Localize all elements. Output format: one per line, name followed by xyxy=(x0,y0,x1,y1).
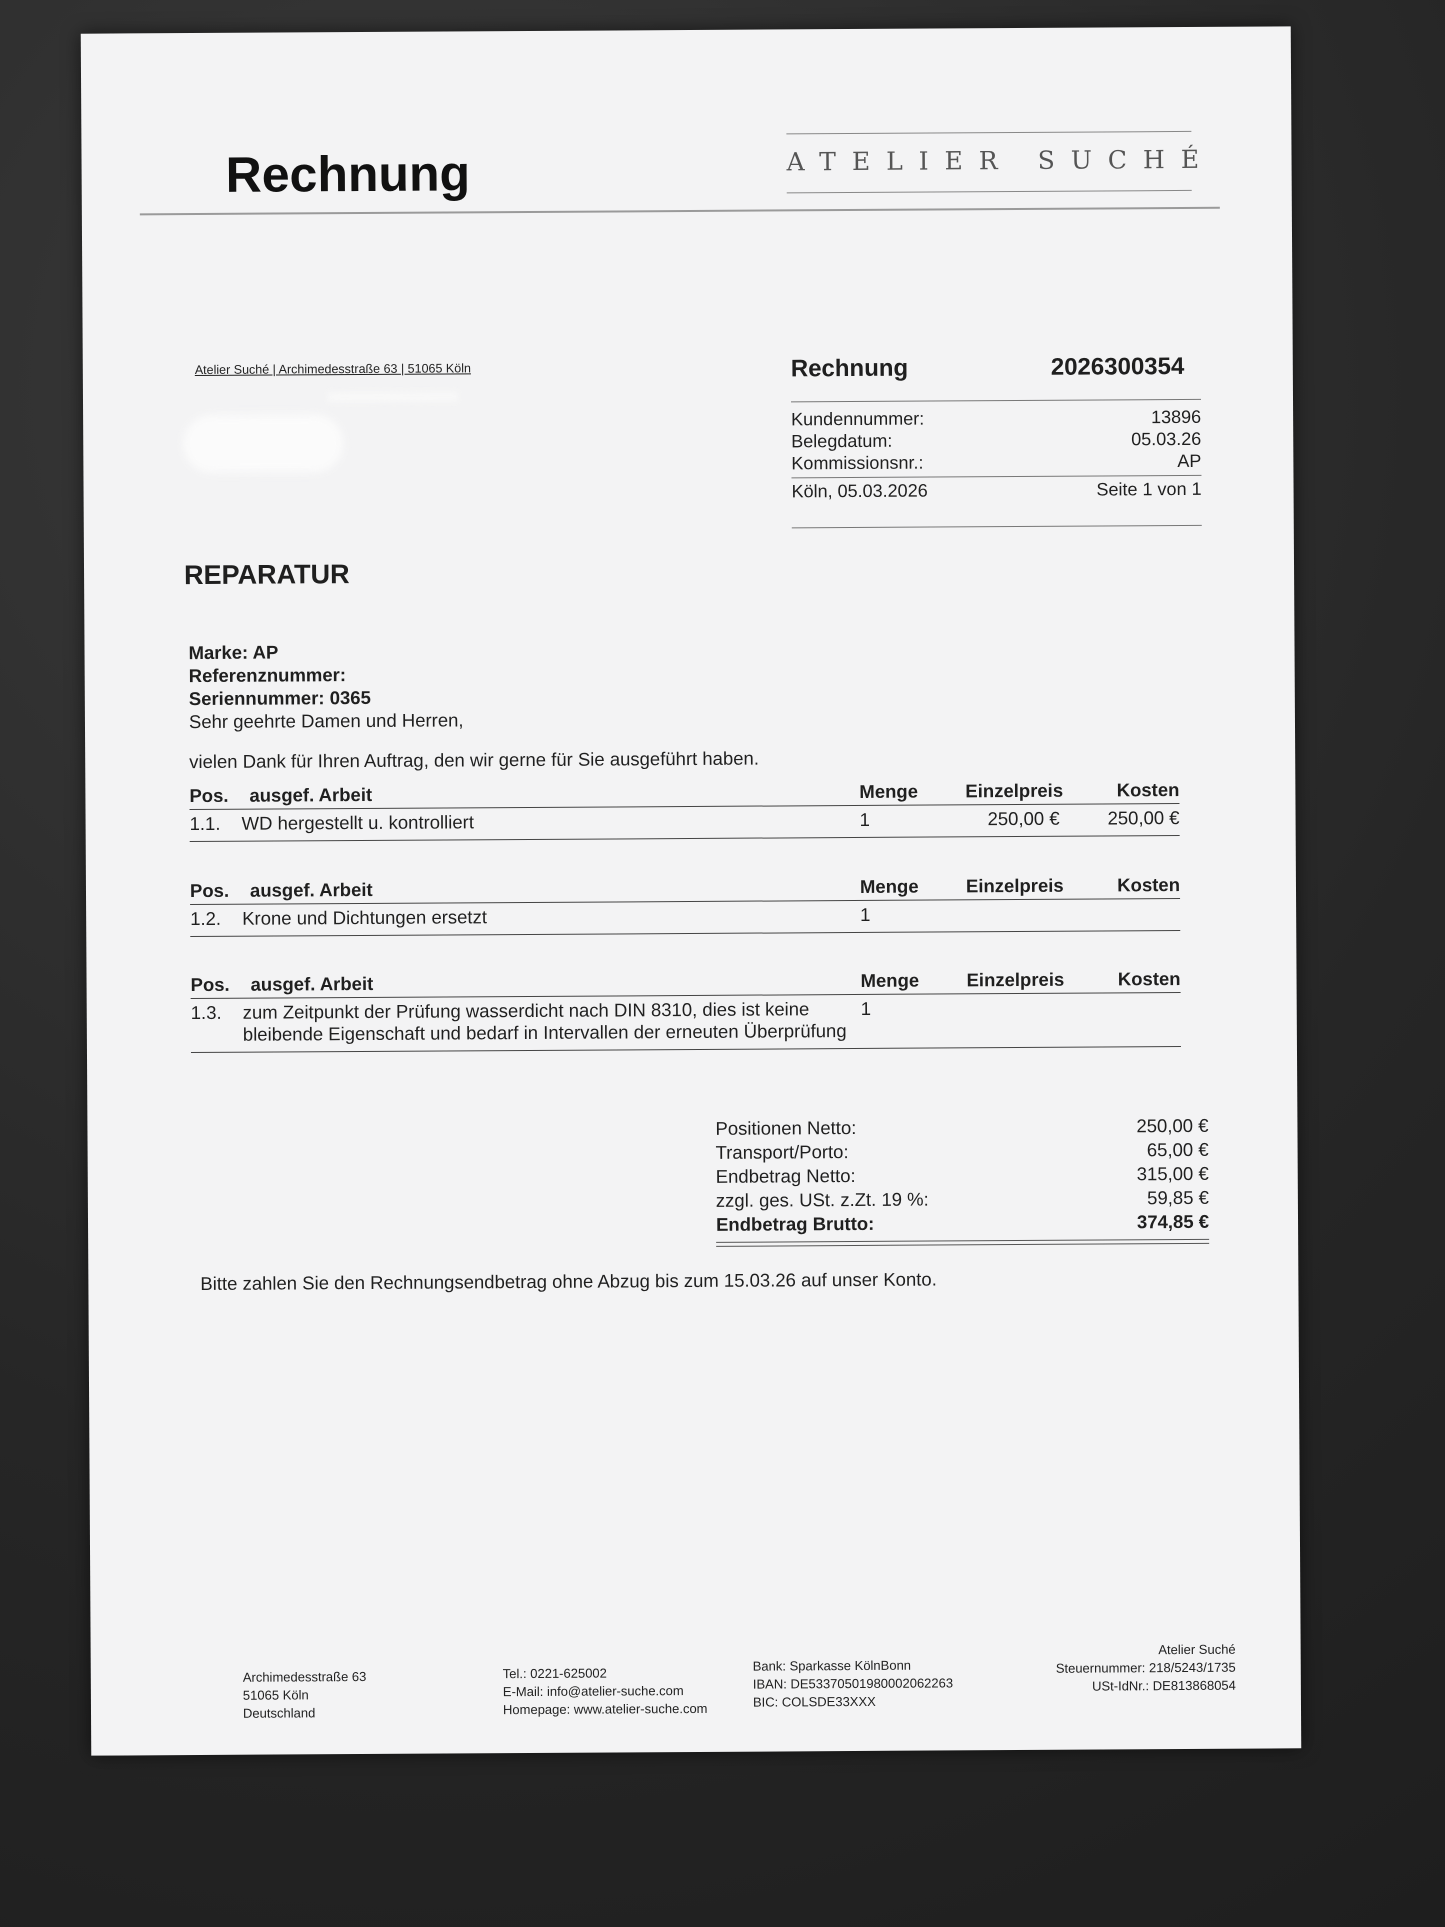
footer-line: BIC: COLSDE33XXX xyxy=(752,1693,876,1710)
total-label: Endbetrag Netto: xyxy=(715,1164,856,1187)
row-menge: 1 xyxy=(859,808,870,830)
table-row-rule xyxy=(191,1046,1181,1053)
total-row-ust xyxy=(716,1186,1209,1213)
footer-line: Bank: Sparkasse KölnBonn xyxy=(752,1657,912,1674)
item-block-1 xyxy=(189,775,1179,841)
footer-line: 51065 Köln xyxy=(242,1687,309,1703)
total-value: 315,00 € xyxy=(1136,1162,1209,1185)
footer-line: Atelier Suché xyxy=(1158,1641,1236,1658)
redacted-recipient xyxy=(183,414,343,473)
header-kosten: Kosten xyxy=(1117,874,1181,896)
header-divider xyxy=(140,207,1220,216)
row-kosten: 250,00 € xyxy=(1107,807,1180,829)
total-label: Transport/Porto: xyxy=(715,1141,849,1163)
total-label: Positionen Netto: xyxy=(715,1116,857,1139)
row-pos: 1.2. xyxy=(190,907,222,930)
header-menge: Menge xyxy=(859,875,919,897)
header-kosten: Kosten xyxy=(1117,968,1181,990)
total-value: 250,00 € xyxy=(1136,1114,1209,1137)
table-row-rule xyxy=(190,930,1180,937)
meta-row-date-page xyxy=(791,479,1201,503)
row-menge: 1 xyxy=(860,903,871,925)
invoice-sheet xyxy=(81,26,1301,1755)
footer-email[interactable]: E-Mail: info@atelier-suche.com xyxy=(502,1683,684,1700)
footer-line: Deutschland xyxy=(242,1705,316,1721)
invoice-number: 2026300354 xyxy=(1050,352,1185,381)
section-title: REPARATUR xyxy=(183,559,350,591)
reference-line: Referenznummer: xyxy=(188,664,347,687)
total-value: 374,85 € xyxy=(1136,1210,1210,1233)
payment-note: Bitte zahlen Sie den Rechnungsendbetrag ohne Abzug bis zum 15.03.26 auf unser Konto. xyxy=(200,1268,937,1295)
row-pos: 1.3. xyxy=(190,1001,222,1024)
header-pos: Pos. xyxy=(189,879,230,902)
meta-label: Kommissionsnr.: xyxy=(791,452,924,474)
footer-line: Steuernummer: 218/5243/1735 xyxy=(1055,1659,1236,1676)
footer-line: Archimedesstraße 63 xyxy=(242,1668,367,1685)
total-label: Endbetrag Brutto: xyxy=(715,1212,875,1235)
footer-line: IBAN: DE53370501980002062263 xyxy=(752,1675,954,1692)
row-pos: 1.1. xyxy=(189,812,221,835)
invoice-label: Rechnung xyxy=(790,354,909,383)
redacted-recipient-line xyxy=(328,391,458,402)
document-title: Rechnung xyxy=(225,145,471,203)
header-kosten: Kosten xyxy=(1116,779,1180,801)
header-einzelpreis: Einzelpreis xyxy=(965,779,1064,802)
footer-tax xyxy=(1041,1641,1236,1696)
footer-bank xyxy=(753,1656,954,1711)
meta-label: Kundennummer: xyxy=(791,408,925,430)
header-einzelpreis: Einzelpreis xyxy=(966,968,1065,991)
meta-value: 05.03.26 xyxy=(1131,428,1202,450)
total-value: 65,00 € xyxy=(1146,1138,1209,1161)
header-pos: Pos. xyxy=(189,784,229,807)
company-logo: ATELIER SUCHÉ xyxy=(786,144,1216,177)
header-einzelpreis: Einzelpreis xyxy=(965,874,1064,897)
brand-line: Marke: AP xyxy=(188,641,279,664)
footer-phone: Tel.: 0221-625002 xyxy=(502,1665,607,1682)
item-block-3 xyxy=(190,964,1180,1054)
thanks-text: vielen Dank für Ihren Auftrag, den wir gerne für Sie ausgeführt haben. xyxy=(189,747,759,773)
meta-divider xyxy=(791,475,1201,479)
row-einzelpreis: 250,00 € xyxy=(987,807,1060,830)
table-header xyxy=(189,779,1180,807)
totals-double-rule xyxy=(716,1239,1209,1247)
page-count: Seite 1 von 1 xyxy=(1096,478,1202,500)
header-arbeit: ausgef. Arbeit xyxy=(249,878,373,901)
total-row-positionen xyxy=(715,1114,1208,1141)
total-label: zzgl. ges. USt. z.Zt. 19 %: xyxy=(715,1188,929,1211)
table-header xyxy=(190,968,1181,996)
table-header xyxy=(189,874,1181,902)
row-menge: 1 xyxy=(860,997,872,1019)
table-row-rule xyxy=(190,835,1180,842)
meta-value: 13896 xyxy=(1150,406,1202,428)
footer-homepage[interactable]: Homepage: www.atelier-suche.com xyxy=(502,1700,708,1718)
header-menge: Menge xyxy=(860,969,920,991)
meta-row-belegdatum xyxy=(791,429,1201,453)
footer-line: USt-IdNr.: DE813868054 xyxy=(1092,1677,1236,1694)
serial-line: Seriennummer: 0365 xyxy=(188,686,371,710)
total-row-transport xyxy=(716,1138,1209,1165)
header-pos: Pos. xyxy=(190,973,230,996)
totals-block xyxy=(715,1114,1209,1237)
sender-address-line: Atelier Suché | Archimedesstraße 63 | 51065 Köln xyxy=(194,361,471,378)
place-date: Köln, 05.03.2026 xyxy=(791,480,928,502)
meta-label: Belegdatum: xyxy=(791,430,893,452)
meta-value: AP xyxy=(1177,450,1202,472)
footer-address xyxy=(243,1668,367,1723)
total-value: 59,85 € xyxy=(1147,1186,1209,1209)
row-arbeit: Krone und Dichtungen ersetzt xyxy=(242,906,487,929)
item-block-2 xyxy=(190,870,1180,936)
meta-row-kundennummer xyxy=(791,407,1201,431)
header-menge: Menge xyxy=(859,780,919,802)
greeting: Sehr geehrte Damen und Herren, xyxy=(188,709,464,733)
header-arbeit: ausgef. Arbeit xyxy=(249,783,373,806)
header-arbeit: ausgef. Arbeit xyxy=(250,972,374,995)
meta-divider xyxy=(792,525,1202,529)
meta-divider xyxy=(791,399,1201,403)
meta-row-kommission xyxy=(791,451,1201,475)
row-arbeit-continued: bleibende Eigenschaft und bedarf in Intervallen der erneuten Überprüfung xyxy=(242,1020,847,1045)
footer-contact xyxy=(503,1664,708,1719)
row-arbeit: zum Zeitpunkt der Prüfung wasserdicht nach DIN 8310, dies ist keine xyxy=(242,998,810,1023)
row-arbeit: WD hergestellt u. kontrolliert xyxy=(241,811,475,834)
total-row-netto xyxy=(716,1162,1209,1189)
total-row-brutto xyxy=(716,1210,1209,1237)
